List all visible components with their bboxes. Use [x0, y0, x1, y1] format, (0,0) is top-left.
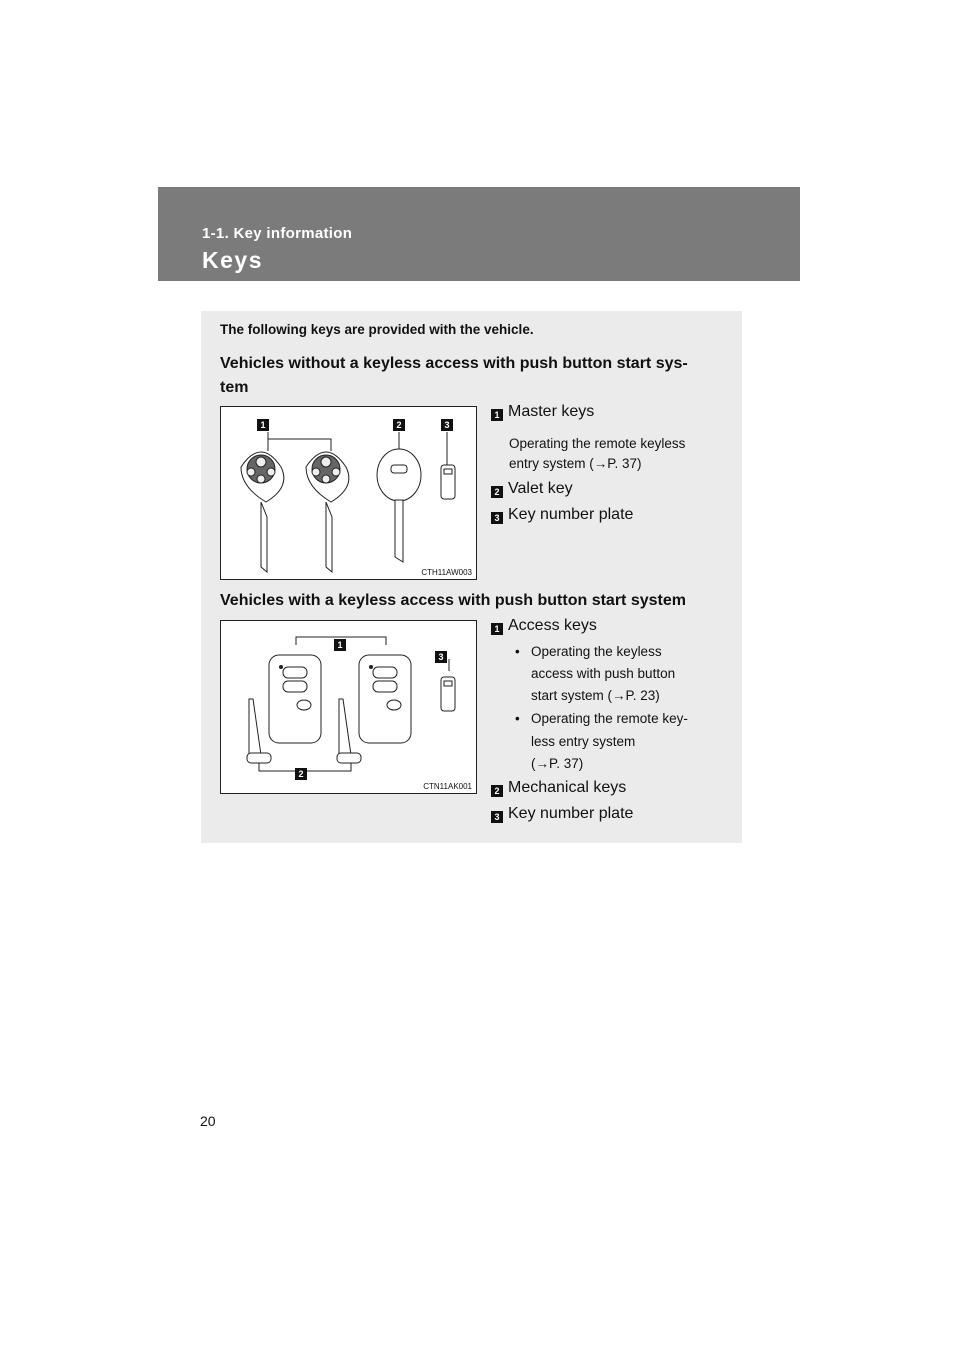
section1-heading — [220, 352, 720, 400]
intro-text: The following keys are provided with the vehicle. — [220, 322, 534, 337]
figure1-code: CTH11AW003 — [421, 568, 472, 577]
callout-line-1 — [268, 432, 331, 451]
bullet2-line2: less entry system — [531, 734, 636, 749]
page-title: Keys — [202, 247, 263, 273]
section1-heading-line1: Vehicles without a keyless access with push button start sys- — [220, 355, 688, 372]
item6-num: 3 — [491, 811, 503, 823]
page-number: 20 — [200, 1113, 216, 1129]
figure-access-keys — [220, 620, 477, 794]
access-keys-illustration — [221, 621, 476, 793]
item1-num: 1 — [491, 409, 503, 421]
item3-label: Key number plate — [508, 506, 634, 523]
master-key-left — [241, 452, 284, 572]
item1-desc-line1: Operating the remote keyless — [509, 436, 686, 451]
bullet1-line3: start system (→P. 23) — [531, 688, 660, 703]
figure2-callout-1: 1 — [334, 639, 346, 651]
key-number-plate-2 — [441, 677, 455, 711]
item1-desc-line2: entry system (→P. 37) — [509, 456, 642, 471]
item5-label: Mechanical keys — [508, 779, 627, 796]
bullet2-line3: (→P. 37) — [531, 756, 584, 771]
section-header — [158, 187, 800, 281]
figure1-callout-1: 1 — [257, 419, 269, 431]
access-key-left — [247, 655, 321, 763]
keys-illustration — [221, 407, 476, 579]
figure-master-keys — [220, 406, 477, 580]
master-key-right — [306, 452, 349, 572]
item5-num: 2 — [491, 785, 503, 797]
section-label: 1-1. Key information — [202, 225, 353, 242]
bullet1-line2: access with push button — [531, 666, 676, 681]
bullet-dot-2: • — [515, 711, 520, 726]
bullet-dot-1: • — [515, 644, 520, 659]
figure1-callout-3: 3 — [441, 419, 453, 431]
item4-label: Access keys — [508, 617, 597, 634]
section2-heading: Vehicles with a keyless access with push button start system — [220, 592, 686, 609]
item3-num: 3 — [491, 512, 503, 524]
bullet1-line1: Operating the keyless — [531, 644, 662, 659]
access-key-right — [337, 655, 411, 763]
item2-num: 2 — [491, 486, 503, 498]
figure2-callout-2: 2 — [295, 768, 307, 780]
section1-heading-line2: tem — [220, 379, 249, 396]
valet-key — [377, 449, 421, 562]
figure2-callout-3: 3 — [435, 651, 447, 663]
figure1-callout-2: 2 — [393, 419, 405, 431]
item1-desc — [509, 434, 718, 474]
item6-label: Key number plate — [508, 805, 634, 822]
item1-label: Master keys — [508, 403, 595, 420]
item4-num: 1 — [491, 623, 503, 635]
item2-label: Valet key — [508, 480, 573, 497]
bullet2-line1: Operating the remote key- — [531, 711, 688, 726]
key-number-plate — [441, 465, 455, 499]
figure2-code: CTN11AK001 — [423, 782, 472, 791]
